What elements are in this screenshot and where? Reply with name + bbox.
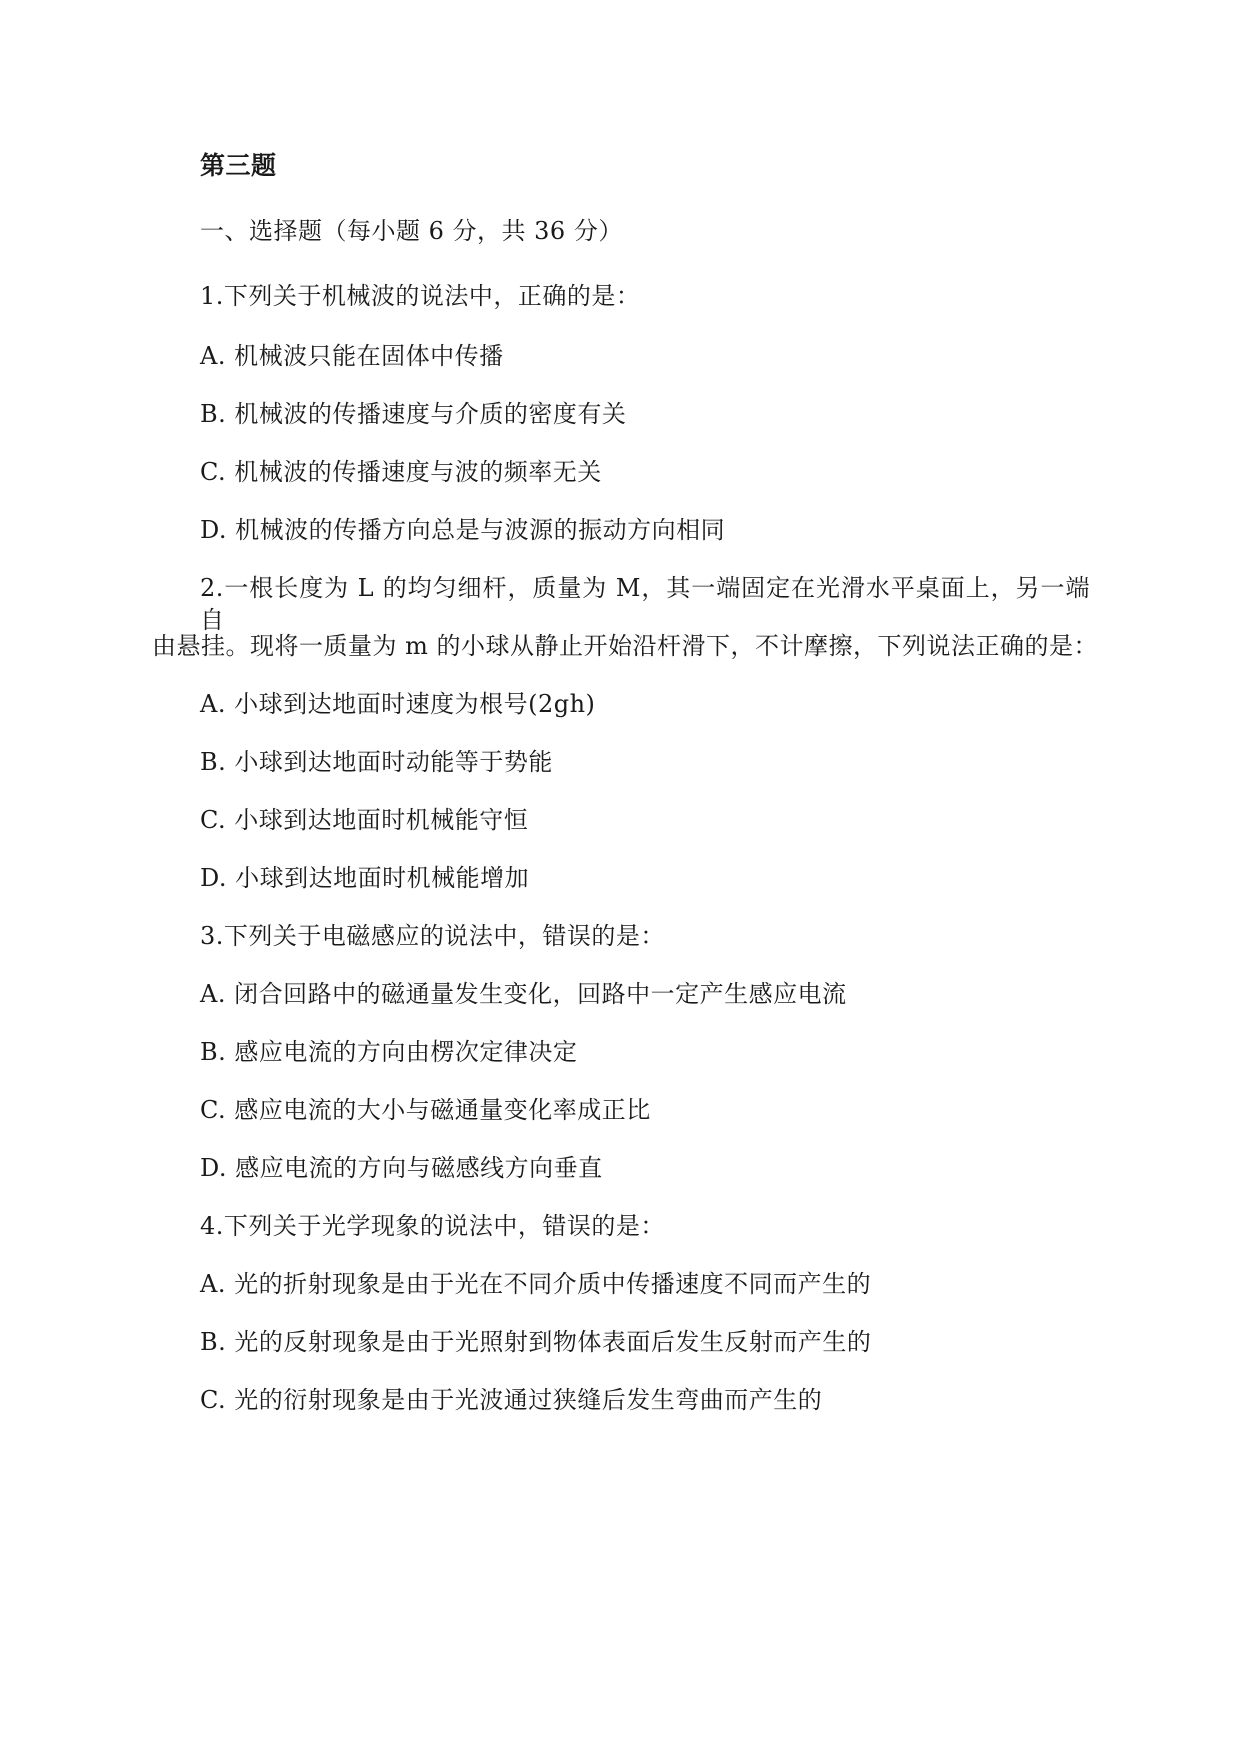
question-2-option-c: C. 小球到达地面时机械能守恒 — [200, 806, 529, 834]
question-4-option-a: A. 光的折射现象是由于光在不同介质中传播速度不同而产生的 — [200, 1270, 872, 1298]
question-1-option-c: C. 机械波的传播速度与波的频率无关 — [200, 458, 602, 486]
question-2-option-d: D. 小球到达地面时机械能增加 — [200, 864, 530, 892]
question-2-option-a: A. 小球到达地面时速度为根号(2gh) — [200, 690, 596, 718]
question-3-option-a: A. 闭合回路中的磁通量发生变化，回路中一定产生感应电流 — [200, 980, 847, 1008]
question-3-stem: 3.下列关于电磁感应的说法中，错误的是： — [200, 922, 665, 950]
question-4-stem: 4.下列关于光学现象的说法中，错误的是： — [200, 1212, 665, 1240]
question-2-option-b: B. 小球到达地面时动能等于势能 — [200, 748, 553, 776]
question-3-option-c: C. 感应电流的大小与磁通量变化率成正比 — [200, 1096, 651, 1124]
question-2-stem-line-2: 由悬挂。现将一质量为 m 的小球从静止开始沿杆滑下，不计摩擦，下列说法正确的是： — [152, 632, 1099, 660]
question-3-option-d: D. 感应电流的方向与磁感线方向垂直 — [200, 1154, 603, 1182]
page-title: 第三题 — [200, 151, 277, 180]
question-2-stem-line-1: 2.一根长度为 L 的均匀细杆，质量为 M，其一端固定在光滑水平桌面上，另一端自 — [200, 574, 1090, 634]
question-1-option-d: D. 机械波的传播方向总是与波源的振动方向相同 — [200, 516, 726, 544]
question-4-option-c: C. 光的衍射现象是由于光波通过狭缝后发生弯曲而产生的 — [200, 1386, 823, 1414]
section-heading: 一、选择题（每小题 6 分，共 36 分） — [200, 217, 623, 245]
question-3-option-b: B. 感应电流的方向由楞次定律决定 — [200, 1038, 578, 1066]
question-1-stem: 1.下列关于机械波的说法中，正确的是： — [200, 282, 641, 310]
question-1-option-a: A. 机械波只能在固体中传播 — [200, 342, 504, 370]
question-4-option-b: B. 光的反射现象是由于光照射到物体表面后发生反射而产生的 — [200, 1328, 872, 1356]
question-1-option-b: B. 机械波的传播速度与介质的密度有关 — [200, 400, 627, 428]
